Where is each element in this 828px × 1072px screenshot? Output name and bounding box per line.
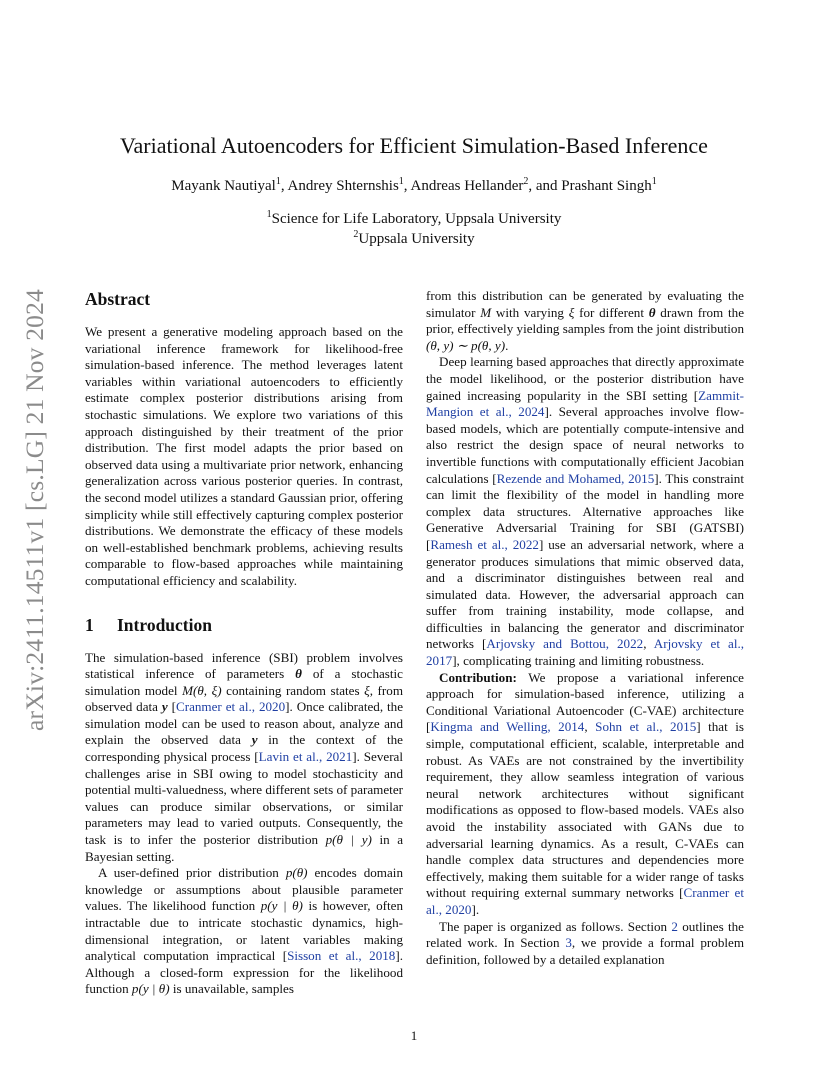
citation-link[interactable]: Sisson et al., 2018 (287, 948, 396, 964)
affiliation-2: $^2$Uppsala University (353, 229, 475, 247)
left-column (85, 288, 403, 998)
page-number: 1 (410, 1028, 418, 1043)
citation-link[interactable]: Lavin et al., 2021 (258, 749, 353, 765)
citation-link[interactable]: Sohn et al., 2015 (595, 719, 697, 735)
intro-paragraph-2: A user-defined prior distribution p(θ) encodes domain knowledge or assumptions about plausible parameter values. The likelihood function p(y | θ) is however, often intractable due to intricate stochastic dynamics, high-dimensional integration, or latent variables making analytical computation impractical [Sisson et al., 2018]. Although a closed-form expression for the likelihood function p(y | θ) is unavailable, samples (85, 865, 403, 997)
abstract-text: We present a generative modeling approach based on the variational inference framework for likelihood-free simulation-based inference. The method leverages latent variables within variational autoencoders to efficiently estimate complex posterior distributions arising from stochastic simulations. We explore two variations of this approach distinguished by their treatment of the prior distribution. The first model adapts the prior based on observed data using a multivariate prior network, enhancing generalization across various posterior queries. In contrast, the second model utilizes a standard Gaussian prior, offering simplicity while still effectively capturing complex posterior distributions. We demonstrate the efficacy of these models on well-established benchmark problems, achieving results comparable to flow-based approaches while maintaining computational efficiency and scalability. (85, 324, 403, 588)
citation-link[interactable]: Ramesh et al., 2022 (430, 536, 539, 552)
citation-link[interactable]: Kingma and Welling, 2014 (430, 719, 585, 735)
citation-link[interactable]: Zammit-Mangion et al., 2024 (426, 387, 744, 420)
citation-link[interactable]: Cranmer et al., 2020 (175, 699, 286, 715)
author: Mayank Nautiyal$^1$, (171, 176, 288, 194)
section-reference-link[interactable]: 2 (671, 918, 678, 934)
contribution-paragraph: Contribution: We propose a variational inference approach for simulation-based inference, utilizing a Conditional Variational Autoencoder (C-VAE) architecture [Kingma and Welling, 2014, Sohn et al., 2015] that is simple, computational efficient, scalable, interpretable and robust. As VAEs are not constrained by the invertibility requirement, they allow seamless integration of various neural network architectures without significant modifications as opposed to flow-based models. VAEs also avoid the instability associated with GANs due to adversarial learning dynamics. As a result, C-VAEs can handle complex data structures and dependencies more effectively, making them suitable for a wider range of tasks without requiring external summary networks [Cranmer et al., 2020]. (426, 669, 745, 917)
affiliation-1: $^1$Science for Life Laboratory, Uppsala University (266, 209, 562, 227)
citation-link[interactable]: Arjovsky and Bottou, 2022 (486, 636, 644, 652)
citation-link[interactable]: Rezende and Mohamed, 2015 (496, 470, 655, 486)
author: Prashant Singh$^1$ (561, 176, 657, 194)
citation-link[interactable]: Cranmer et al., 2020 (426, 885, 744, 917)
right-paragraph-2: Deep learning based approaches that directly approximate the model likelihood, or the posterior distribution have gained increasing popularity in the SBI setting [Zammit-Mangion et al., 2024]. Several approaches involve flow-based models, which are potentially compute-intensive and also restrict the design space of neural networks to invertible functions with computationally efficient Jacobian calculations [Rezende and Mohamed, 2015]. This constraint can limit the flexibility of the model in handling more complex data structures. Alternative approaches like Generative Adversarial Training for SBI (GATSBI) [Ramesh et al., 2022] use an adversarial network, where a generator produces simulations that mimic observed data, and a discriminator distinguishes between real and simulated data. However, the adversarial approach can suffer from training instability, mode collapse, and difficulties in balancing the generator and discriminator networks [Arjovsky and Bottou, 2022, Arjovsky et al., 2017], complicating training and limiting robustness. (426, 354, 745, 669)
section-reference-link[interactable]: 3 (565, 935, 572, 951)
abstract-heading: Abstract (85, 289, 151, 309)
contribution-label: Contribution: (439, 669, 517, 685)
organization-paragraph: The paper is organized as follows. Section 2 outlines the related work. In Section 3, we provide a formal problem definition, followed by a detailed explanation (426, 918, 744, 967)
author: Andrey Shternshis$^1$, (287, 176, 411, 194)
author: Andreas Hellander$^2$, and (410, 176, 562, 194)
section-heading-introduction: 1 Introduction (85, 614, 212, 635)
arxiv-identifier-stamp (22, 285, 48, 735)
arxiv-identifier-text: arXiv:2411.14511v1 [cs.LG] 21 Nov 2024 (20, 289, 50, 731)
citation-link[interactable]: Arjovsky et al., 2017 (426, 636, 745, 669)
right-paragraph-1: from this distribution can be generated by evaluating the simulator M with varying ξ for different θ drawn from the prior, effectively yielding samples from the joint distribution (θ, y) ∼ p(θ, y). (426, 288, 745, 353)
paper-title: Variational Autoencoders for Efficient Simulation-Based Inference (120, 133, 708, 158)
author-list (60, 178, 768, 195)
right-column (426, 288, 744, 968)
intro-paragraph-1: The simulation-based inference (SBI) problem involves statistical inference of parameters θ of a stochastic simulation model M(θ, ξ) containing random states ξ, from observed data y [Cranmer et al., 2020]. Once calibrated, the simulation model can be used to reason about, analyze and explain the observed data y in the context of the corresponding physical process [Lavin et al., 2021]. Several challenges arise in SBI owing to model stochasticity and potential multi-valuedness, where different sets of parameter values can produce similar observations, or similar parameters may lead to varied outputs. Consequently, the task is to infer the posterior distribution p(θ | y) in a Bayesian setting. (85, 649, 404, 864)
